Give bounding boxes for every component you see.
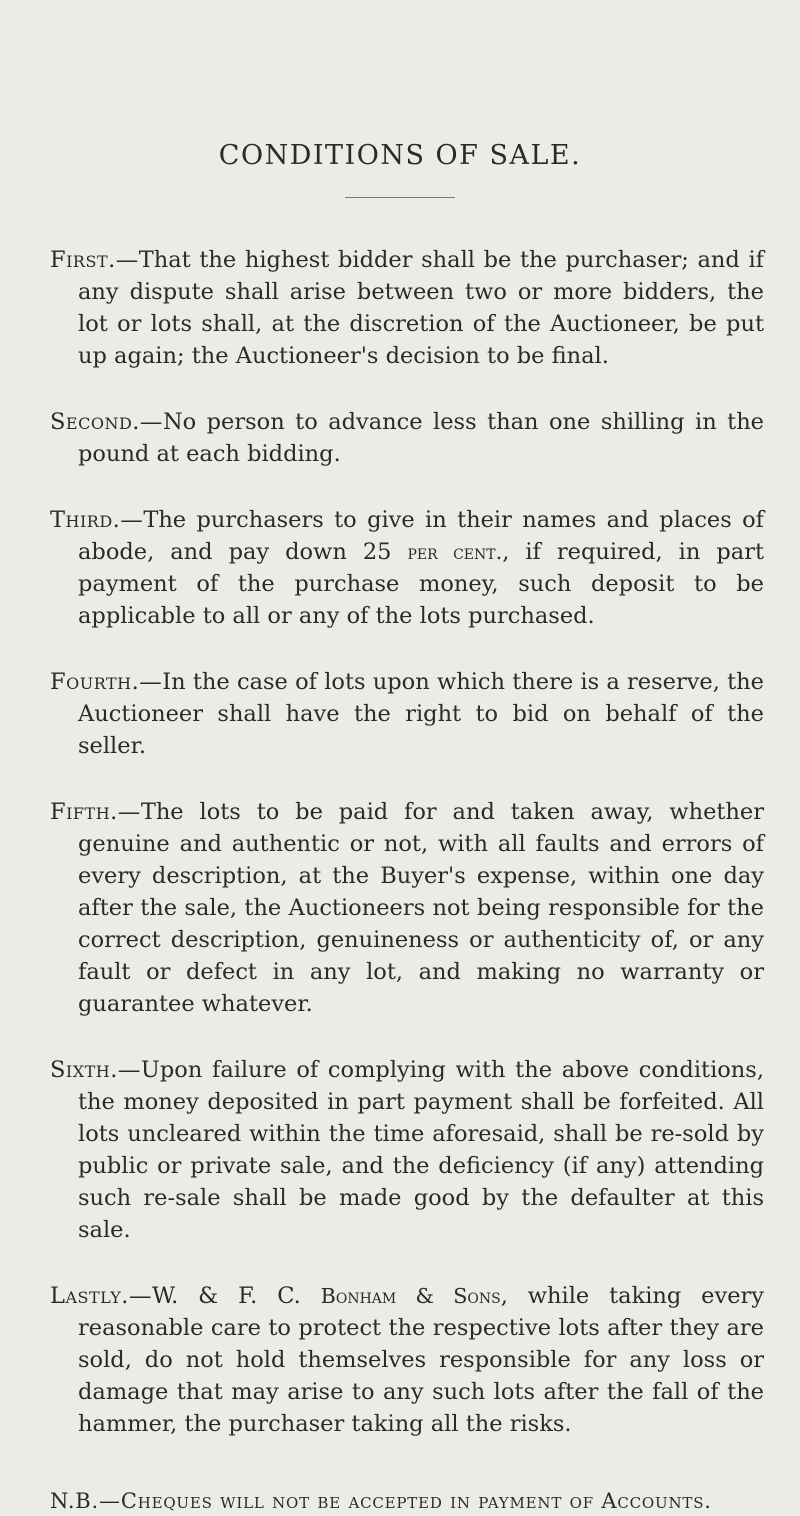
- page-title: CONDITIONS OF SALE.: [218, 140, 582, 171]
- condition-lastly: [50, 1280, 764, 1440]
- condition-text-before: The purchasers to give in their names and places of abode, and pay down 25: [78, 507, 764, 565]
- condition-text-before: W. & F. C.: [151, 1283, 321, 1309]
- condition-text: No person to advance less than one shilling in the pound at each bidding.: [78, 409, 764, 467]
- condition-lead: Lastly.—: [50, 1283, 152, 1309]
- condition-lead: Third.—: [50, 507, 144, 533]
- condition-lead: Fifth.—: [50, 799, 141, 825]
- condition-text: The lots to be paid for and taken away, whether genuine and authentic or not, with all faults and errors of every description, at the Buyer's expense, within one day after the sale, the Auctioneers not being responsible for the correct description, genuineness or authenticity of, or any fault or defect in any lot, and making no warranty or guarantee whatever.: [78, 799, 764, 1017]
- condition-text: That the highest bidder shall be the purchaser; and if any dispute shall arise between two or more bidders, the lot or lots shall, at the discretion of the Auctioneer, be put up again; the Auctioneer's decision to be final.: [78, 247, 764, 369]
- condition-small-caps: per cent.: [407, 540, 503, 564]
- condition-small-caps: Bonham & Sons: [320, 1284, 501, 1308]
- condition-text-after: , if required, in part payment of the purchase money, such deposit to be applicable to all or any of the lots purchased.: [78, 539, 764, 629]
- note-lead: N.B.—: [50, 1489, 121, 1513]
- condition-fourth: [50, 666, 764, 762]
- condition-third: [50, 504, 764, 632]
- condition-text-after: , while taking every reasonable care to protect the respective lots after they are sold, do not hold themselves responsible for any loss or damage that may arise to any such lots after the fall of the hammer, the purchaser taking all the risks.: [78, 1283, 764, 1437]
- condition-lead: Sixth.—: [50, 1057, 141, 1083]
- condition-lead: First.—: [50, 247, 139, 273]
- condition-lead: Fourth.—: [50, 669, 163, 695]
- condition-fifth: [50, 796, 764, 1020]
- title-divider: [345, 197, 455, 198]
- condition-text: Upon failure of complying with the above conditions, the money deposited in part payment shall be forfeited. All lots uncleared within the time aforesaid, shall be re-sold by public or private sale, and the deficiency (if any) attending such re-sale shall be made good by the defaulter at this sale.: [78, 1057, 764, 1243]
- condition-sixth: [50, 1054, 764, 1246]
- note-text: Cheques will not be accepted in payment of Accounts.: [120, 1489, 712, 1513]
- condition-second: [50, 406, 764, 470]
- note-bene: [50, 1486, 764, 1516]
- condition-text: In the case of lots upon which there is a reserve, the Auctioneer shall have the right to bid on behalf of the seller.: [78, 669, 764, 759]
- condition-lead: Second.—: [50, 409, 163, 435]
- condition-first: [50, 244, 764, 372]
